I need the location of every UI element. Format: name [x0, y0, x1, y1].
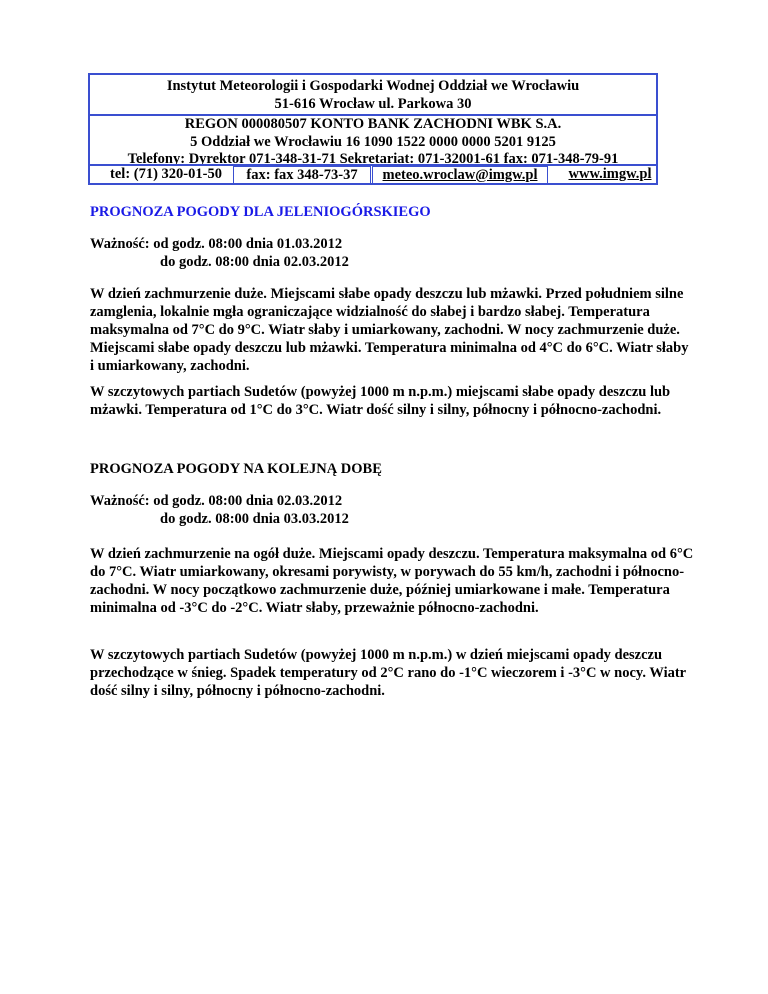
- section2-validity-to: do godz. 08:00 dnia 03.03.2012: [160, 511, 349, 527]
- section2-title: PROGNOZA POGODY NA KOLEJNĄ DOBĘ: [90, 461, 382, 477]
- institute-name: Instytut Meteorologii i Gospodarki Wodnej Oddział we Wrocławiu: [166, 78, 580, 94]
- regon-bank-line: REGON 000080507 KONTO BANK ZACHODNI WBK S.A.: [184, 116, 562, 132]
- phones-line: Telefony: Dyrektor 071-348-31-71 Sekretariat: 071-32001-61 fax: 071-348-79-91: [127, 151, 619, 167]
- tel-cell: tel: (71) 320-01-50: [110, 166, 222, 182]
- section1-mountains-paragraph: W szczytowych partiach Sudetów (powyżej 1000 m n.p.m.) miejscami słabe opady deszczu lub mżawki. Temperatura od 1°C do 3°C. Wiatr dość silny i silny, północny i północno-zachodni.: [90, 384, 671, 418]
- email-link[interactable]: meteo.wroclaw@imgw.pl: [372, 166, 548, 185]
- website-link[interactable]: www.imgw.pl: [568, 166, 652, 182]
- section1-validity-from: Ważność: od godz. 08:00 dnia 01.03.2012: [90, 236, 343, 252]
- fax-cell: fax: fax 348-73-37: [233, 166, 371, 185]
- section2-validity: [90, 492, 690, 528]
- bank-account-line: 5 Oddział we Wrocławiu 16 1090 1522 0000 0000 5201 9125: [190, 134, 556, 150]
- institute-address: 51-616 Wrocław ul. Parkowa 30: [274, 96, 472, 112]
- letterhead-box: [88, 73, 658, 185]
- section2-validity-from: Ważność: od godz. 08:00 dnia 02.03.2012: [90, 493, 343, 509]
- section2-forecast-paragraph: W dzień zachmurzenie na ogół duże. Miejscami opady deszczu. Temperatura maksymalna od 6°C do 7°C. Wiatr umiarkowany, okresami porywisty, w porywach do 55 km/h, zachodni i północno-zachodni. W nocy początkowo zachmurzenie duże, później umiarkowane i małe. Temperatura minimalna od -3°C do -2°C. Wiatr słaby, przeważnie północno-zachodni.: [90, 546, 694, 616]
- section1-validity: [90, 235, 690, 271]
- section1-title: PROGNOZA POGODY DLA JELENIOGÓRSKIEGO: [90, 204, 431, 220]
- section1-forecast-paragraph: W dzień zachmurzenie duże. Miejscami słabe opady deszczu lub mżawki. Przed południem silne zamglenia, lokalnie mgła ograniczające widzialność do słabej i bardzo słabej. Temperatura maksymalna od 7°C do 9°C. Wiatr słaby i umiarkowany, zachodni. W nocy zachmurzenie duże. Miejscami słabe opady deszczu lub mżawki. Temperatura minimalna od 4°C do 6°C. Wiatr słaby i umiarkowany, zachodni.: [90, 286, 689, 374]
- section2-mountains-paragraph: W szczytowych partiach Sudetów (powyżej 1000 m n.p.m.) w dzień miejscami opady deszczu przechodzące w śnieg. Spadek temperatury od 2°C rano do -1°C wieczorem i -3°C w nocy. Wiatr dość silny i silny, północny i północno-zachodni.: [90, 647, 686, 699]
- section1-validity-to: do godz. 08:00 dnia 02.03.2012: [160, 254, 349, 270]
